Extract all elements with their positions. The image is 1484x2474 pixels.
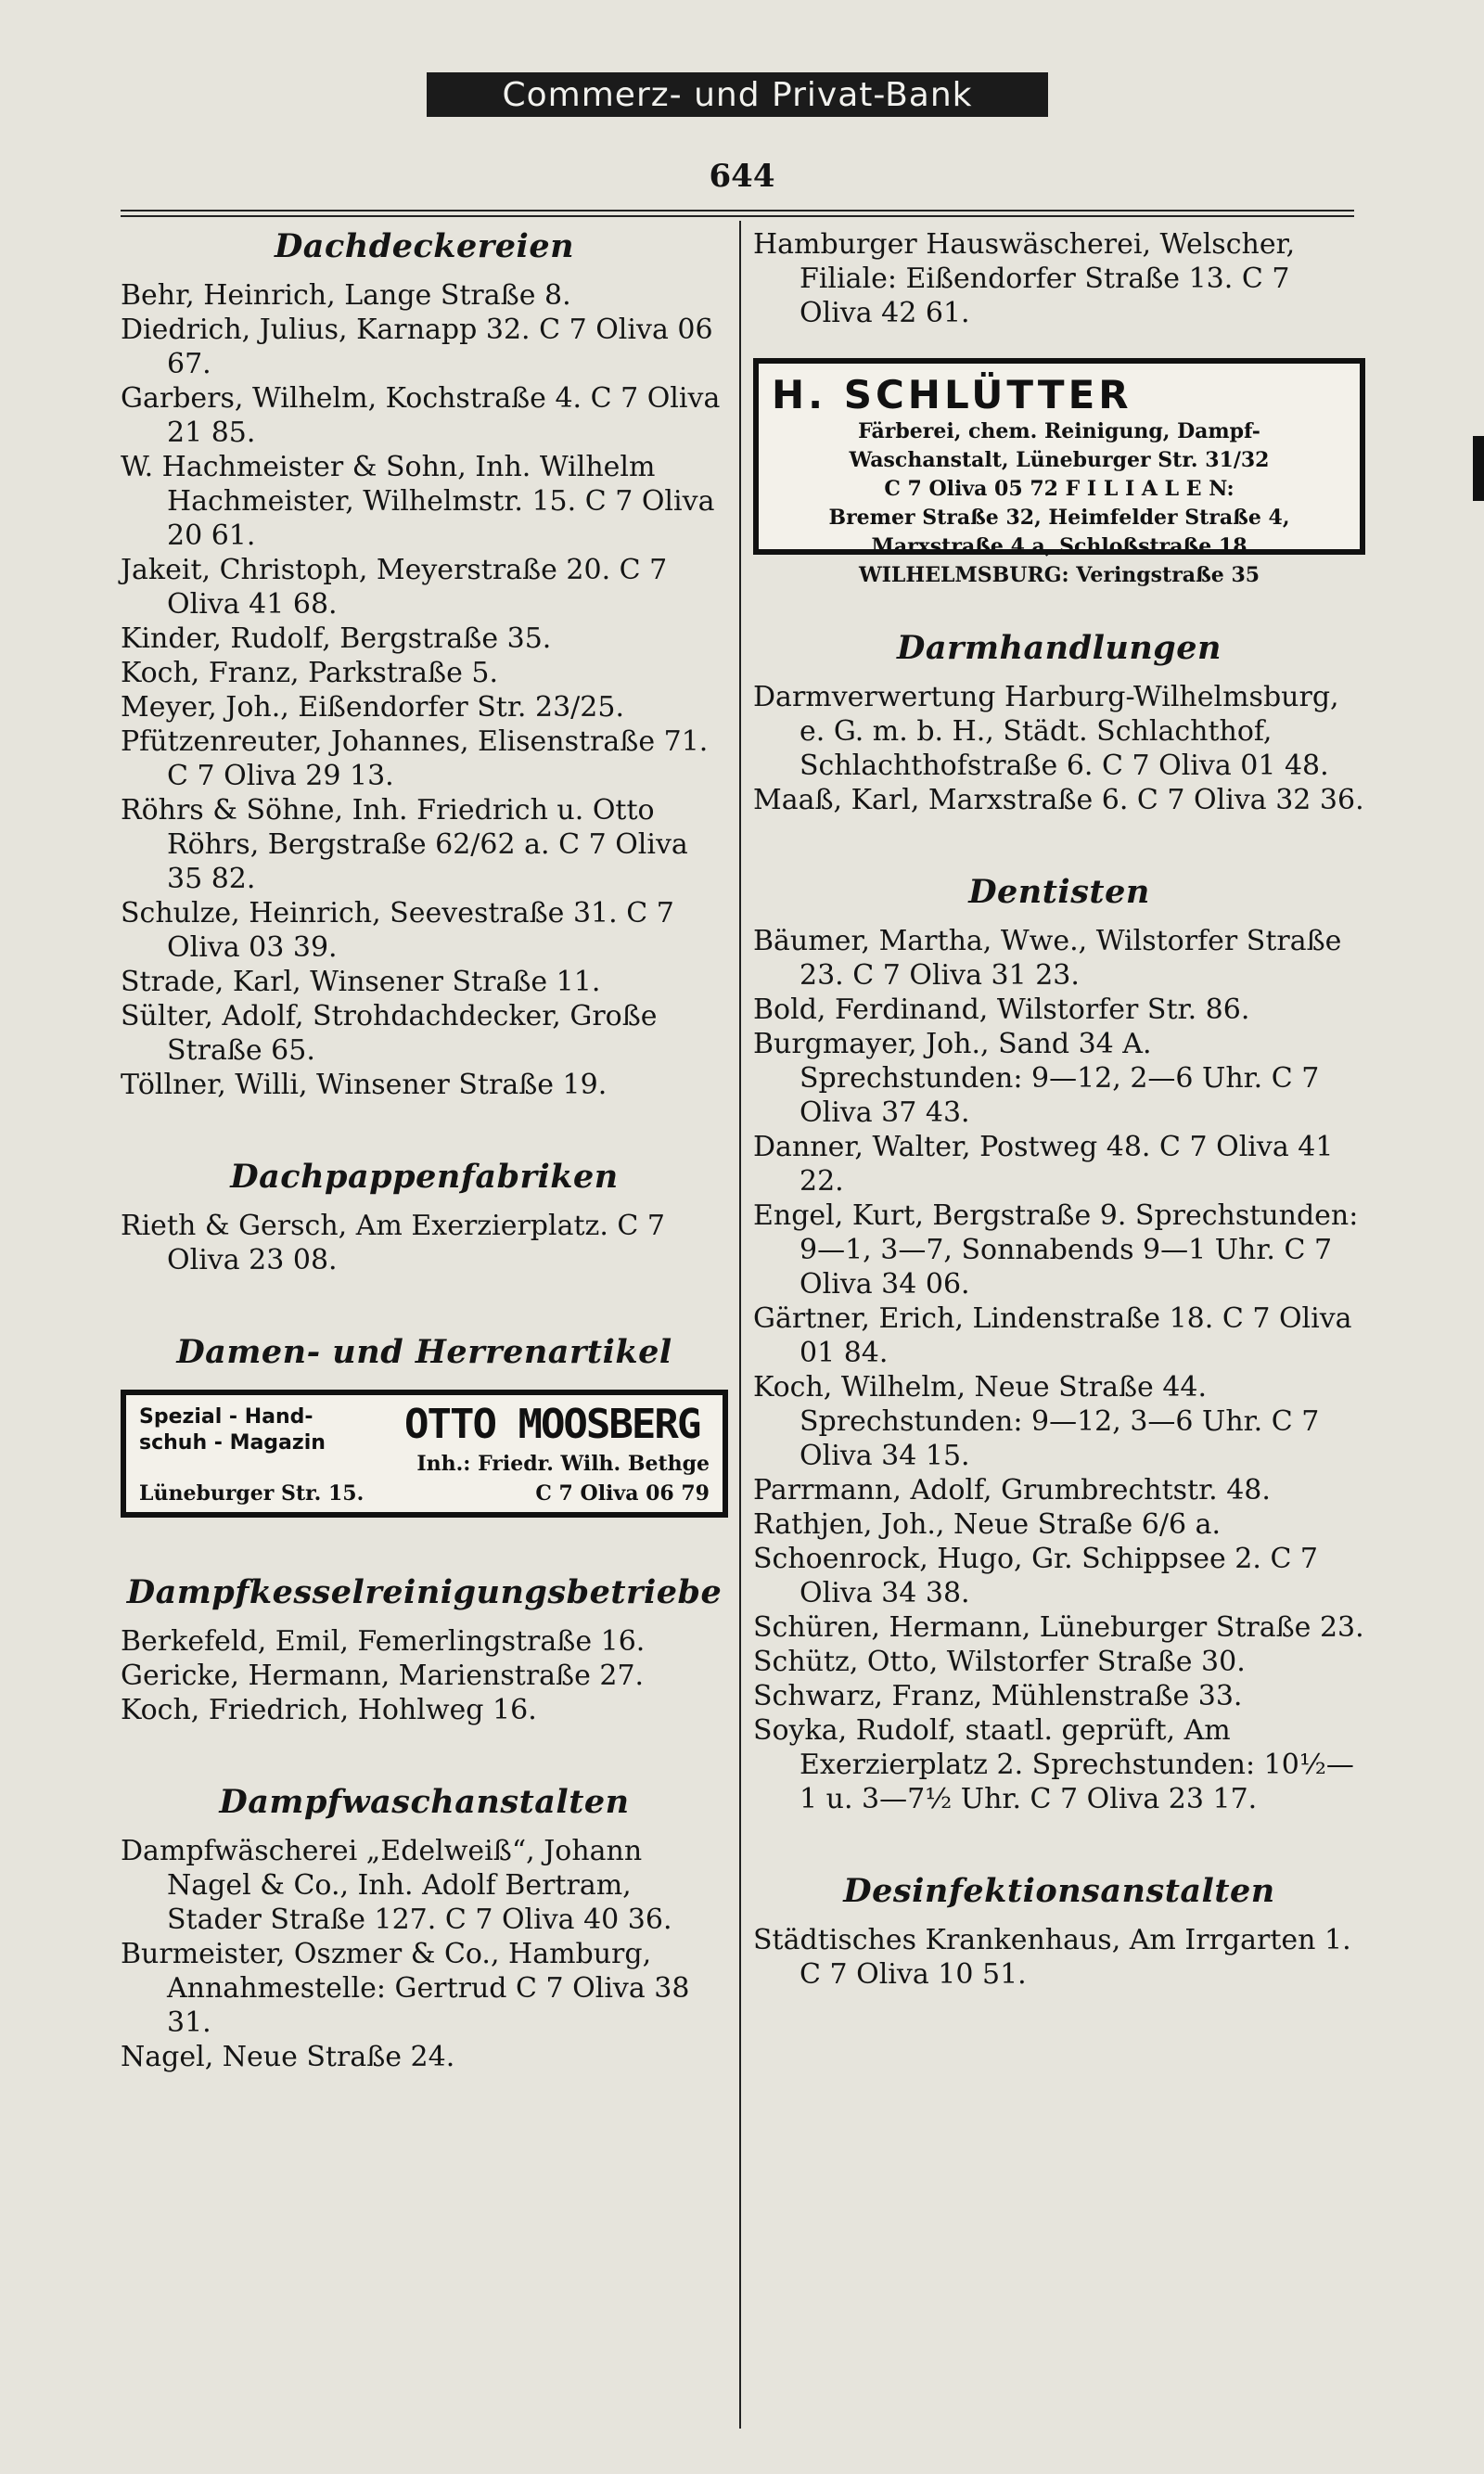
list-item: Strade, Karl, Winsener Straße 11. [121,966,601,998]
ad-subtitle: Spezial - Hand- schuh - Magazin [139,1405,326,1455]
section-entries [121,1834,728,2074]
list-item: Röhrs & Söhne, Inh. Friedrich u. Otto Röhrs, Bergstraße 62/62 a. C 7 Oliva 35 82. [121,794,688,895]
list-item: Koch, Franz, Parkstraße 5. [121,657,498,689]
list-item: Jakeit, Christoph, Meyerstraße 20. C 7 Oliva 41 68. [121,554,668,621]
list-item: Burmeister, Oszmer & Co., Hamburg, Annahmestelle: Gertrud C 7 Oliva 38 31. [121,1938,690,2039]
section-heading: Dentisten [968,873,1150,911]
list-item: Burgmayer, Joh., Sand 34 A. Sprechstunden: 9—12, 2—6 Uhr. C 7 Oliva 37 43. [753,1028,1320,1129]
section-heading: Desinfektionsanstalten [843,1872,1275,1910]
left-column [121,227,728,2074]
ad-phone: C 7 Oliva 06 79 [535,1481,710,1506]
section-heading: Darmhandlungen [897,629,1222,667]
list-item: Koch, Wilhelm, Neue Straße 44. Sprechstunden: 9—12, 3—6 Uhr. C 7 Oliva 34 15. [753,1371,1320,1472]
list-item: Schoenrock, Hugo, Gr. Schippsee 2. C 7 Oliva 34 38. [753,1543,1319,1609]
ad-line: Waschanstalt, Lüneburger Str. 31/32 [849,448,1270,472]
list-item: Töllner, Willi, Winsener Straße 19. [121,1069,608,1101]
section-heading: Dachdeckereien [274,227,575,265]
list-item: Schüren, Hermann, Lüneburger Straße 23. [753,1611,1364,1644]
list-item: Berkefeld, Emil, Femerlingstraße 16. [121,1625,646,1658]
ad-otto-moosberg [121,1390,728,1518]
list-item: Schütz, Otto, Wilstorfer Straße 30. [753,1646,1246,1678]
list-item: Sülter, Adolf, Strohdachdecker, Große Straße 65. [121,1000,658,1067]
list-item: Koch, Friedrich, Hohlweg 16. [121,1694,537,1726]
list-item: W. Hachmeister & Sohn, Inh. Wilhelm Hachmeister, Wilhelmstr. 15. C 7 Oliva 20 61. [121,451,715,552]
list-item: Bold, Ferdinand, Wilstorfer Str. 86. [753,993,1250,1026]
list-item: Schwarz, Franz, Mühlenstraße 33. [753,1680,1243,1712]
list-item: Nagel, Neue Straße 24. [121,2041,455,2073]
section-heading: Dampfkesselreinigungsbetriebe [126,1573,723,1611]
ad-schluetter [753,358,1365,587]
section-entries [121,1624,728,1727]
ad-line: Färberei, chem. Reinigung, Dampf- [858,419,1260,443]
list-item: Parrmann, Adolf, Grumbrechtstr. 48. [753,1474,1271,1506]
list-item: Gärtner, Erich, Lindenstraße 18. C 7 Oliva 01 84. [753,1302,1352,1369]
header-rule [121,210,1354,217]
section-heading: Damen- und Herrenartikel [176,1333,672,1371]
list-item: Städtisches Krankenhaus, Am Irrgarten 1. C 7 Oliva 10 51. [753,1924,1351,1991]
ad-owner: Inh.: Friedr. Wilh. Bethge [416,1452,710,1476]
list-item: Diedrich, Julius, Karnapp 32. C 7 Oliva 06 67. [121,314,713,380]
list-item: Bäumer, Martha, Wwe., Wilstorfer Straße 23. C 7 Oliva 31 23. [753,925,1342,992]
ad-line: C 7 Oliva 05 72 F I L I A L E N: [884,477,1235,501]
section-entries [121,278,728,1102]
section-heading: Dampfwaschanstalten [219,1783,630,1821]
right-column [753,227,1365,1992]
ad-footer [139,1481,710,1506]
list-item: Dampfwäscherei „Edelweiß“, Johann Nagel & Co., Inh. Adolf Bertram, Stader Straße 127. C 7 Oliva 40 36. [121,1835,672,1936]
list-item: Rieth & Gersch, Am Exerzierplatz. C 7 Oliva 23 08. [121,1210,665,1276]
list-item: Behr, Heinrich, Lange Straße 8. [121,279,571,312]
list-item: Engel, Kurt, Bergstraße 9. Sprechstunden: 9—1, 3—7, Sonnabends 9—1 Uhr. C 7 Oliva 34 06. [753,1199,1359,1301]
ad-address: Lüneburger Str. 15. [139,1481,365,1506]
ad-brand: OTTO MOOSBERG [404,1401,700,1448]
list-item: Soyka, Rudolf, staatl. geprüft, Am Exerzierplatz 2. Sprechstunden: 10½—1 u. 3—7½ Uhr. C 7 Oliva 23 17. [753,1714,1354,1815]
ad-line: Marxstraße 4 a, Schloßstraße 18 [871,534,1247,558]
section-entries [753,680,1365,817]
section-heading: Dachpappenfabriken [230,1158,619,1196]
list-item: Rathjen, Joh., Neue Straße 6/6 a. [753,1508,1222,1541]
list-item: Meyer, Joh., Eißendorfer Str. 23/25. [121,691,624,724]
ad-line: Bremer Straße 32, Heimfelder Straße 4, [828,506,1290,530]
list-item: Darmverwertung Harburg-Wilhelmsburg, e. G. m. b. H., Städt. Schlachthof, Schlachthofstraße 6. C 7 Oliva 01 48. [753,681,1339,782]
bank-banner: Commerz- und Privat-Bank [427,72,1048,117]
list-item: Pfützenreuter, Johannes, Elisenstraße 71. C 7 Oliva 29 13. [121,725,709,792]
section-entries [753,924,1365,1816]
edge-mark [1473,436,1484,501]
list-item: Kinder, Rudolf, Bergstraße 35. [121,622,552,655]
list-item: Schulze, Heinrich, Seevestraße 31. C 7 Oliva 03 39. [121,897,674,964]
list-item: Danner, Walter, Postweg 48. C 7 Oliva 41 22. [753,1131,1334,1198]
list-item: Garbers, Wilhelm, Kochstraße 4. C 7 Oliva 21 85. [121,382,721,449]
column-divider [739,221,741,2429]
list-item: Maaß, Karl, Marxstraße 6. C 7 Oliva 32 36. [753,784,1364,816]
page-number: 644 [709,158,775,195]
ad-line: WILHELMSBURG: Veringstraße 35 [858,563,1260,587]
ad-brand: H. SCHLÜTTER [772,372,1132,417]
list-item: Hamburger Hauswäscherei, Welscher, Filiale: Eißendorfer Straße 13. C 7 Oliva 42 61. [753,228,1296,329]
section-entries [753,1923,1365,1992]
section-entries [121,1209,728,1277]
list-item: Gericke, Hermann, Marienstraße 27. [121,1660,645,1692]
